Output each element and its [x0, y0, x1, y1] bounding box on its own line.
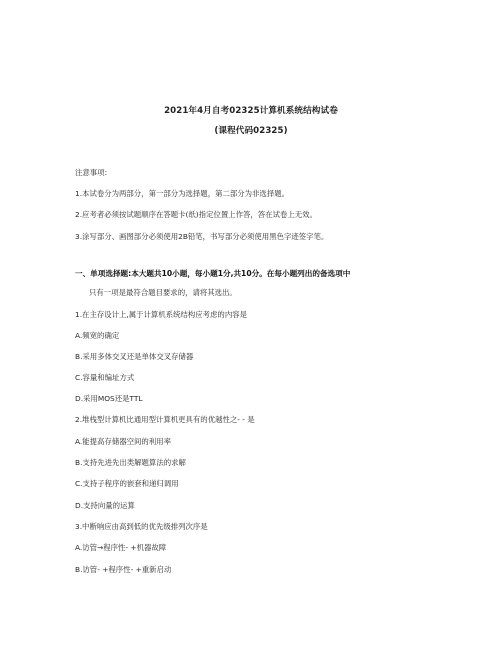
notice-item: 2.应考者必须按试题顺序在答题卡(纸)指定位置上作答，答在试卷上无效。 — [75, 210, 317, 219]
course-code: (课程代码02325) — [214, 126, 288, 136]
question-option: D.支持向量的运算 — [75, 501, 135, 510]
question-stem: 3.中断响应由高到低的优先级排列次序是 — [75, 522, 208, 531]
question-option: D.采用MOS还是TTL — [75, 394, 143, 403]
question-option: A.频宽的确定 — [75, 331, 120, 340]
notice-heading: 注意事项: — [75, 168, 108, 177]
question-option: C.容量和编址方式 — [75, 373, 135, 382]
question-stem: 1.在主存设计上,属于计算机系统结构应考虑的内容是 — [75, 310, 247, 319]
notice-item: 3.涂写部分、画图部分必须使用2B铅笔，书写部分必须使用黑色字迹签字笔。 — [75, 232, 329, 241]
question-option: B.采用多体交叉还是单体交叉存储器 — [75, 352, 194, 361]
question-option: B.支持先进先出类解题算法的求解 — [75, 458, 186, 467]
document-title: 2021年4月自考02325计算机系统结构试卷 — [164, 106, 338, 116]
question-option: A.能提高存储器空间的利用率 — [75, 437, 171, 446]
question-option: C.支持子程序的嵌套和递归调用 — [75, 479, 179, 488]
question-option: A.访管→程序性- +机器故障 — [75, 543, 167, 552]
section-instruction: 只有一项是最符合题目要求的，请将其选出。 — [89, 288, 237, 297]
question-stem: 2.堆栈型计算机比通用型计算机更具有的优越性之- - 是 — [75, 415, 255, 424]
question-option: B.访管- +程序性- +重新启动 — [75, 565, 172, 574]
notice-item: 1.本试卷分为两部分，第一部分为选择题，第二部分为非选择题。 — [75, 189, 289, 198]
section-heading: 一、单项选择题:本大题共10小题，每小题1分,共10分。在每小题列出的备选项中 — [75, 269, 351, 278]
